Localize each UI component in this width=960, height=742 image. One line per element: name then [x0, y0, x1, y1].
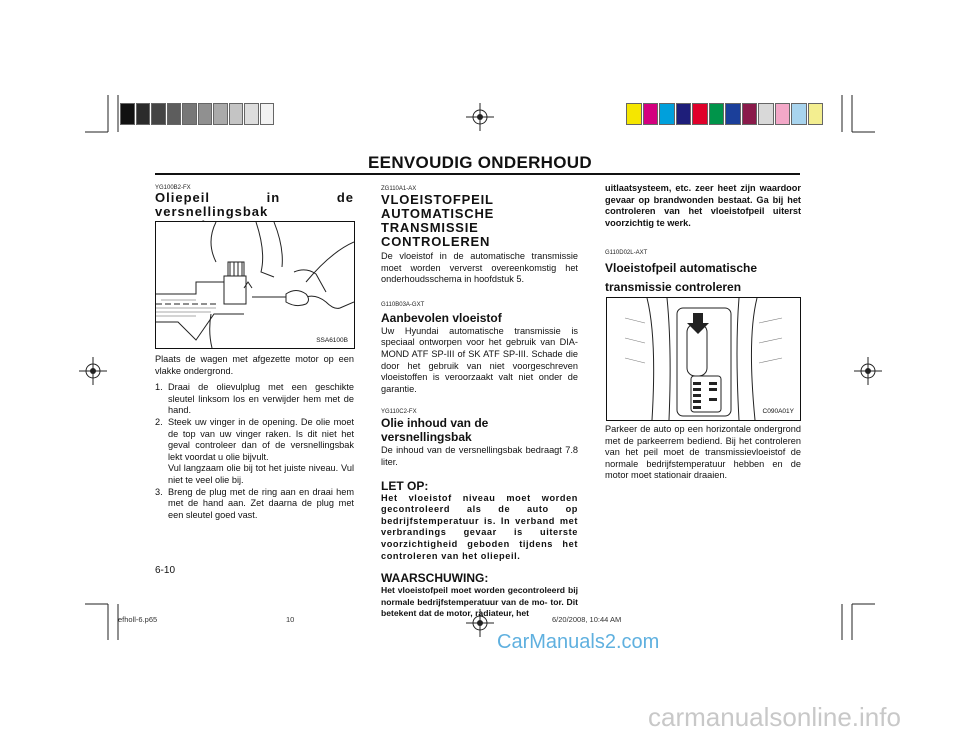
footer-date: 6/20/2008, 10:44 AM	[552, 615, 622, 624]
section-heading: Aanbevolen vloeistof	[381, 310, 502, 325]
warning-text: Het vloeistofpeil moet worden gecontroleerd bij normale bedrijfstemperatuur van de mo- tor. Dit betekent dat de motor, radiateur, het	[381, 585, 578, 619]
section-code: G110D02L-AXT	[605, 250, 648, 257]
transmission-fill-plug-figure	[155, 221, 355, 349]
section-heading: VLOEISTOFPEIL AUTOMATISCHE TRANSMISSIE CONTROLEREN	[381, 192, 495, 249]
column-3	[605, 183, 801, 297]
column-1-text	[155, 354, 354, 521]
section-heading: Vloeistofpeil automatische transmissie controleren	[605, 261, 758, 295]
steps-list	[155, 382, 354, 521]
column-2	[381, 186, 578, 620]
paragraph: De vloeistof in de automatische transmissie moet worden ververst overeenkomstig het onderhoudsschema in hoofdstuk 5.	[381, 251, 578, 285]
paragraph: Uw Hyundai automatische transmissie is speciaal ontworpen voor het gebruik van DIA-MOND ATF SP-III of SK ATF SP-III. Schade die door het gebruik van niet voorgeschreven vloeistoffen is veroorzaakt valt niet onder de garantie.	[381, 325, 578, 394]
page-title: EENVOUDIG ONDERHOUD	[368, 153, 592, 172]
section-code: ZG110A1-AX	[381, 186, 417, 192]
list-item: 3. Breng de plug met de ring aan en draai hem met de hand aan. Zet daarna de plug met een sleutel goed vast.	[155, 486, 354, 520]
footer-filename: efholl-6.p65	[118, 615, 158, 624]
section-code: YG100B2-FX	[155, 185, 191, 191]
section-code: YG110C2-FX	[381, 409, 417, 416]
list-item: 2. Steek uw vinger in de opening. De olie moet de top van uw vinger raken. Is dit niet het geval controleer dan of de versnellingsbak lekt voordat u olie bijvult.	[155, 416, 354, 462]
warning-title: WAARSCHUWING:	[381, 571, 489, 586]
page-number: 6-10	[155, 565, 176, 576]
intro-paragraph: Plaats de wagen met afgezette motor op een vlakke ondergrond.	[155, 354, 354, 376]
section-heading: Olie inhoud van de versnellingsbak	[381, 416, 489, 445]
watermark-carmanualsonline: carmanualsonline.info	[648, 702, 901, 732]
column-3-text	[605, 424, 801, 482]
header-rule	[155, 173, 800, 175]
figure-caption: C090A01Y	[762, 408, 794, 415]
section-code: G110B03A-GXT	[381, 301, 425, 308]
section-heading: Oliepeil in de versnellingsbak	[155, 190, 354, 219]
figure-caption: SSA6100B	[316, 337, 348, 344]
hand-fill-plug-illustration-icon	[156, 222, 354, 348]
paragraph: De inhoud van de versnellingsbak bedraagt 7.8 liter.	[381, 445, 578, 467]
list-item: 1. Draai de olievulplug met een geschikte sleutel linksom los en verwijder hem met de hand.	[155, 382, 354, 416]
paragraph: Parkeer de auto op een horizontale ondergrond met de parkeerrem bediend. Bij het controleren van het peil moet de transmissievloeistof de normale bedrijfstemperatuur hebben en de motor moet stationair draaien.	[605, 424, 801, 481]
footer-page: 10	[286, 615, 295, 624]
list-item: Vul langzaam olie bij tot het juiste niveau. Vul niet te veel olie bij.	[168, 463, 354, 485]
paragraph-continued: uitlaatsysteem, etc. zeer heet zijn waardoor gevaar op brandwonden bestaat. Ga bij het controleren van het vloeistofpeil uiterst voorzichtig te werk.	[605, 183, 801, 228]
gear-shift-console-illustration-icon	[607, 298, 800, 420]
watermark-carmanuals2: CarManuals2.com	[497, 631, 660, 653]
caution-title: LET OP:	[381, 478, 429, 493]
gear-selector-figure	[606, 297, 801, 421]
caution-text: Het vloeistof niveau moet worden gecontroleerd als de auto op bedrijfstemperatuur is. In verband met verbrandings gevaar is uiterste voorzichtigheid geboden tijdens het controleren van het oliepeil.	[381, 492, 578, 561]
